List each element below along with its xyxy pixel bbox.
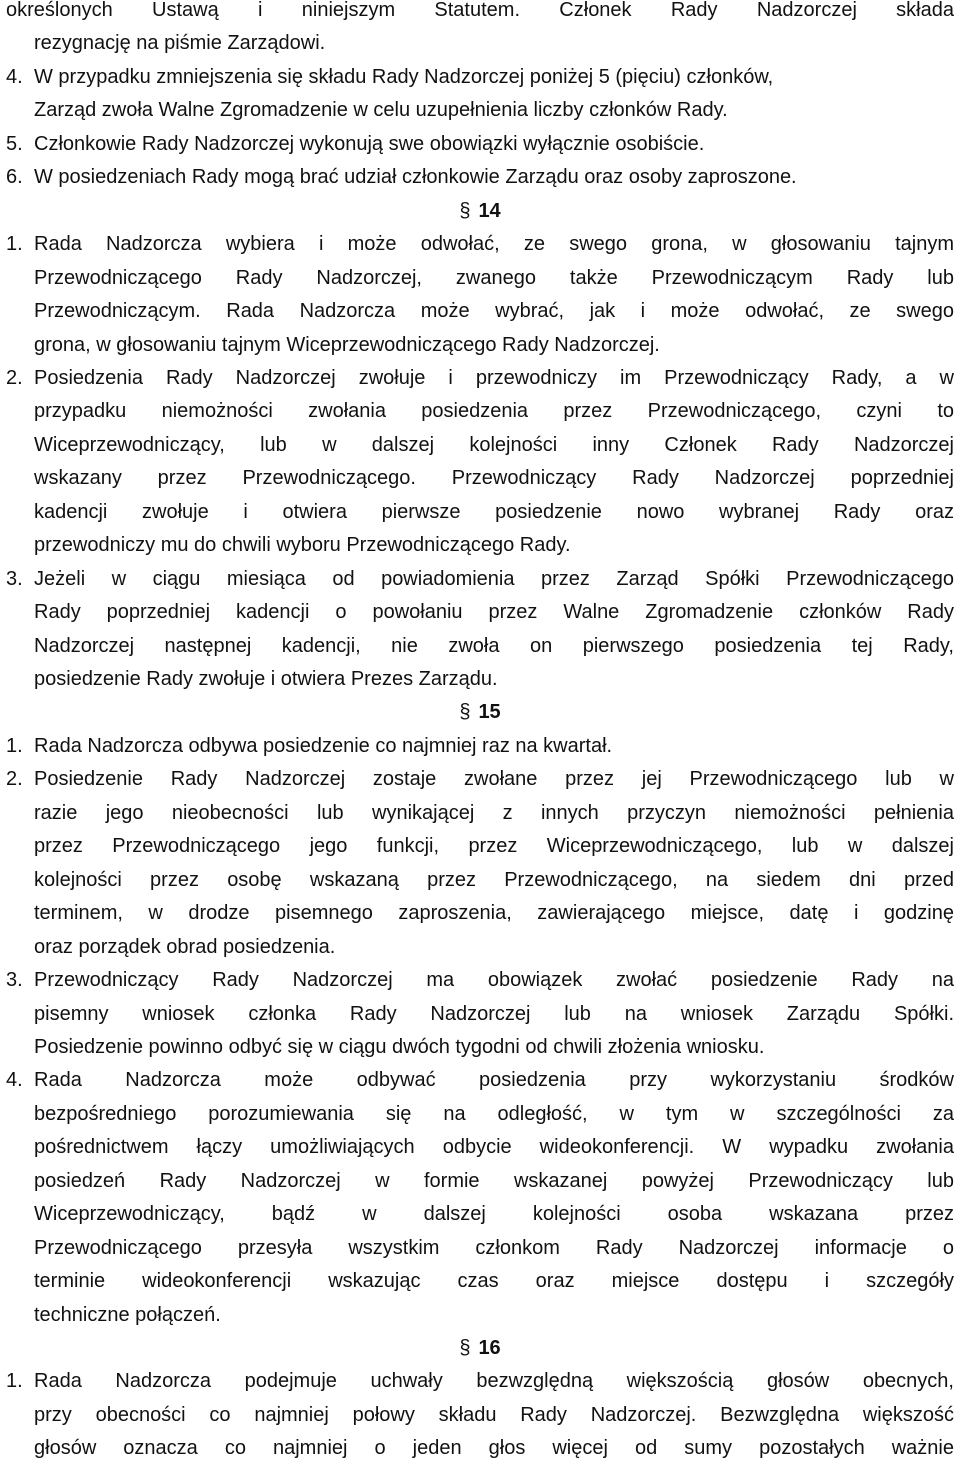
line-text: W przypadku zmniejszenia się składu Rady Nadzorczej poniżej 5 (pięciu) członków,	[34, 65, 774, 88]
paragraph-line	[34, 830, 954, 864]
item-number: 2.	[6, 366, 23, 389]
line-text: Przewodniczącego Rady Nadzorczej, zwanego także Przewodniczącym Rady lub	[34, 266, 954, 289]
line-text: Rada Nadzorcza odbywa posiedzenie co najmniej raz na kwartał.	[34, 734, 613, 757]
paragraph-line	[6, 0, 954, 28]
line-text: Rada Nadzorcza może odbywać posiedzenia przy wykorzystaniu środków	[34, 1069, 954, 1092]
item-number: 3.	[6, 567, 23, 590]
line-text: wskazany przez Przewodniczącego. Przewodniczący Rady Nadzorczej poprzedniej	[34, 467, 954, 490]
paragraph-line	[34, 998, 954, 1032]
line-text: oraz porządek obrad posiedzenia.	[34, 935, 336, 958]
numbered-paragraph-line	[6, 362, 954, 396]
line-text: Posiedzenie Rady Nadzorczej zostaje zwołane przez jej Przewodniczącego lub w	[34, 768, 954, 791]
numbered-paragraph-line	[6, 563, 954, 597]
paragraph-line	[34, 1198, 954, 1232]
paragraph-line	[34, 596, 954, 630]
line-text: Rady poprzedniej kadencji o powołaniu przez Walne Zgromadzenie członków Rady	[34, 601, 954, 624]
line-text: przy obecności co najmniej połowy składu Rady Nadzorczej. Bezwzględna większość	[34, 1403, 954, 1426]
paragraph-line	[34, 1165, 954, 1199]
line-text: terminie wideokonferencji wskazując czas oraz miejsce dostępu i szczegóły	[34, 1270, 954, 1293]
line-text: przewodniczy mu do chwili wyboru Przewodniczącego Rady.	[34, 534, 571, 557]
line-text: pisemny wniosek członka Rady Nadzorczej lub na wniosek Zarządu Spółki.	[34, 1002, 954, 1025]
section-number: 16	[478, 1337, 501, 1359]
paragraph-line	[34, 864, 954, 898]
paragraph-line	[34, 295, 954, 329]
item-number: 2.	[6, 768, 23, 791]
item-number: 1.	[6, 1370, 23, 1393]
item-number: 5.	[6, 132, 23, 155]
paragraph-line	[34, 1399, 954, 1433]
paragraph-line	[34, 529, 954, 563]
line-text: Członkowie Rady Nadzorczej wykonują swe obowiązki wyłącznie osobiście.	[34, 132, 705, 155]
line-text: Nadzorczej następnej kadencji, nie zwoła on pierwszego posiedzenia tej Rady,	[34, 634, 954, 657]
paragraph-line	[34, 897, 954, 931]
line-text: Zarząd zwoła Walne Zgromadzenie w celu uzupełnienia liczby członków Rady.	[34, 99, 728, 122]
paragraph-line	[34, 27, 954, 61]
section-sign: §	[459, 199, 471, 222]
item-number: 3.	[6, 969, 23, 992]
paragraph-line	[34, 94, 954, 128]
paragraph-line	[34, 329, 954, 363]
section-number: 15	[478, 701, 501, 724]
line-text: techniczne połączeń.	[34, 1303, 221, 1326]
paragraph-line	[34, 429, 954, 463]
paragraph-line	[34, 262, 954, 296]
line-text: Przewodniczący Rady Nadzorczej ma obowiązek zwołać posiedzenie Rady na	[34, 969, 954, 992]
line-text: Przewodniczącym. Rada Nadzorcza może wybrać, jak i może odwołać, ze swego	[34, 300, 954, 323]
line-text: Jeżeli w ciągu miesiąca od powiadomienia przez Zarząd Spółki Przewodniczącego	[34, 567, 954, 590]
line-text: razie jego nieobecności lub wynikającej z innych przyczyn niemożności pełnienia	[34, 801, 954, 824]
paragraph-line	[34, 1031, 954, 1065]
line-text: Rada Nadzorcza wybiera i może odwołać, ze swego grona, w głosowaniu tajnym	[34, 233, 954, 256]
paragraph-line	[34, 1098, 954, 1132]
paragraph-line	[34, 797, 954, 831]
section-heading	[0, 696, 960, 730]
line-text: kadencji zwołuje i otwiera pierwsze posiedzenie nowo wybranej Rady oraz	[34, 500, 954, 523]
line-text: grona, w głosowaniu tajnym Wiceprzewodniczącego Rady Nadzorczej.	[34, 333, 660, 356]
section-sign: §	[459, 1337, 471, 1359]
numbered-paragraph-line	[6, 228, 954, 262]
section-heading	[0, 195, 960, 229]
numbered-paragraph-line	[6, 128, 954, 162]
line-text: bezpośredniego porozumiewania się na odległość, w tym w szczególności za	[34, 1102, 954, 1125]
numbered-paragraph-line	[6, 964, 954, 998]
section-heading	[0, 1332, 960, 1366]
line-text: Posiedzenia Rady Nadzorczej zwołuje i przewodniczy im Przewodniczący Rady, a w	[34, 366, 954, 389]
paragraph-line	[34, 1432, 954, 1466]
line-text: rezygnację na piśmie Zarządowi.	[34, 32, 326, 55]
line-text: terminem, w drodze pisemnego zaproszenia, zawierającego miejsce, datę i godzinę	[34, 902, 954, 925]
item-number: 6.	[6, 166, 23, 189]
line-text: Posiedzenie powinno odbyć się w ciągu dwóch tygodni od chwili złożenia wniosku.	[34, 1035, 765, 1058]
item-number: 1.	[6, 233, 23, 256]
section-number: 14	[478, 199, 501, 222]
numbered-paragraph-line	[6, 61, 954, 95]
line-text: Przewodniczącego przesyła wszystkim członkom Rady Nadzorczej informacje o	[34, 1236, 954, 1259]
item-number: 4.	[6, 65, 23, 88]
line-text: Wiceprzewodniczący, bądź w dalszej kolejności osoba wskazana przez	[34, 1203, 954, 1226]
line-text: przypadku niemożności zwołania posiedzenia przez Przewodniczącego, czyni to	[34, 400, 954, 423]
paragraph-line	[34, 630, 954, 664]
line-text: przez Przewodniczącego jego funkcji, przez Wiceprzewodniczącego, lub w dalszej	[34, 835, 954, 858]
item-number: 4.	[6, 1069, 23, 1092]
numbered-paragraph-line	[6, 1365, 954, 1399]
paragraph-line	[34, 395, 954, 429]
line-text: określonych Ustawą i niniejszym Statutem. Członek Rady Nadzorczej składa	[6, 0, 954, 21]
section-sign: §	[459, 701, 471, 724]
line-text: kolejności przez osobę wskazaną przez Przewodniczącego, na siedem dni przed	[34, 868, 954, 891]
numbered-paragraph-line	[6, 763, 954, 797]
line-text: posiedzeń Rady Nadzorczej w formie wskazanej powyżej Przewodniczący lub	[34, 1169, 954, 1192]
paragraph-line	[34, 1265, 954, 1299]
line-text: pośrednictwem łączy umożliwiających odbycie wideokonferencji. W wypadku zwołania	[34, 1136, 954, 1159]
line-text: głosów oznacza co najmniej o jeden głos więcej od sumy pozostałych ważnie	[34, 1437, 954, 1460]
paragraph-line	[34, 663, 954, 697]
item-number: 1.	[6, 734, 23, 757]
paragraph-line	[34, 1131, 954, 1165]
paragraph-line	[34, 931, 954, 965]
numbered-paragraph-line	[6, 1064, 954, 1098]
line-text: W posiedzeniach Rady mogą brać udział członkowie Zarządu oraz osoby zaproszone.	[34, 166, 797, 189]
paragraph-line	[34, 1299, 954, 1333]
paragraph-line	[34, 496, 954, 530]
paragraph-line	[34, 1232, 954, 1266]
paragraph-line	[34, 462, 954, 496]
line-text: Rada Nadzorcza podejmuje uchwały bezwzględną większością głosów obecnych,	[34, 1370, 954, 1393]
line-text: Wiceprzewodniczący, lub w dalszej kolejności inny Członek Rady Nadzorczej	[34, 433, 954, 456]
numbered-paragraph-line	[6, 730, 954, 764]
numbered-paragraph-line	[6, 161, 954, 195]
line-text: posiedzenie Rady zwołuje i otwiera Prezes Zarządu.	[34, 668, 498, 690]
